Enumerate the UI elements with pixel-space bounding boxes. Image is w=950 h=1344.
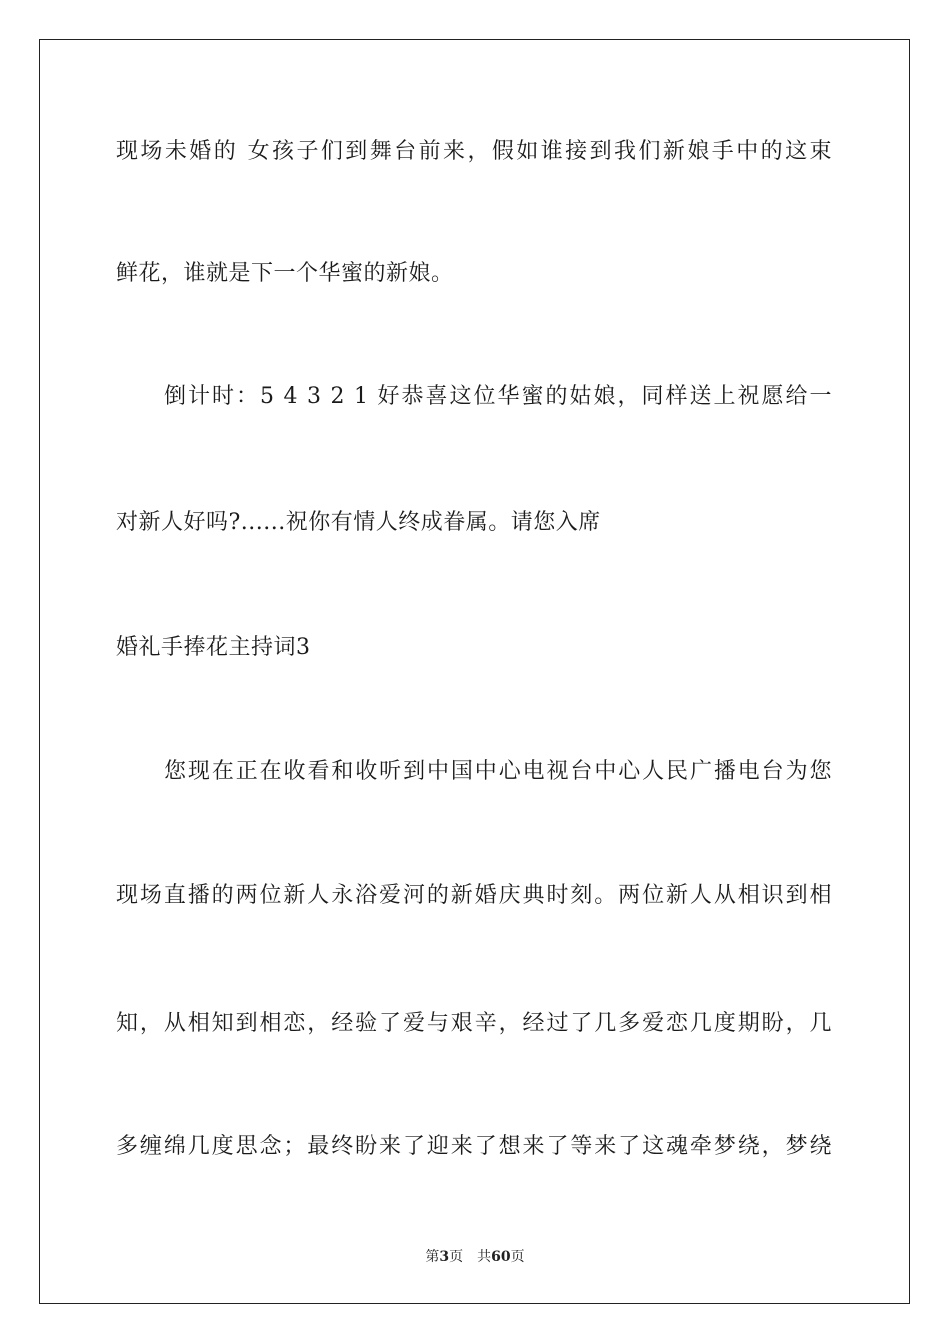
text-line-9: 多缠绵几度思念；最终盼来了迎来了想来了等来了这魂牵梦绕，梦绕 xyxy=(116,1134,832,1159)
text-line-7: 现场直播的两位新人永浴爱河的新婚庆典时刻。两位新人从相识到相 xyxy=(116,883,832,908)
total-suffix: 页 xyxy=(510,1249,525,1265)
page-footer xyxy=(0,1248,950,1266)
text-line-6: 您现在正在收看和收听到中国中心电视台中心人民广播电台为您 xyxy=(164,759,832,784)
page-border xyxy=(39,39,910,1304)
page-number: 3 xyxy=(439,1249,450,1265)
text-line-1: 现场未婚的 女孩子们到舞台前来，假如谁接到我们新娘手中的这束 xyxy=(116,139,832,164)
text-line-2: 鲜花，谁就是下一个华蜜的新娘。 xyxy=(116,261,454,286)
text-line-4: 对新人好吗?......祝你有情人终成眷属。请您入席 xyxy=(116,510,601,535)
page-prefix: 第 xyxy=(425,1249,440,1265)
section-heading: 婚礼手捧花主持词3 xyxy=(116,635,311,660)
text-line-3: 倒计时：5 4 3 2 1 好恭喜这位华蜜的姑娘，同样送上祝愿给一 xyxy=(164,384,832,409)
total-prefix: 共 xyxy=(477,1249,492,1265)
text-line-8: 知，从相知到相恋，经验了爱与艰辛，经过了几多爱恋几度期盼，几 xyxy=(116,1011,832,1036)
total-pages: 60 xyxy=(491,1249,511,1265)
page-suffix: 页 xyxy=(449,1249,464,1265)
